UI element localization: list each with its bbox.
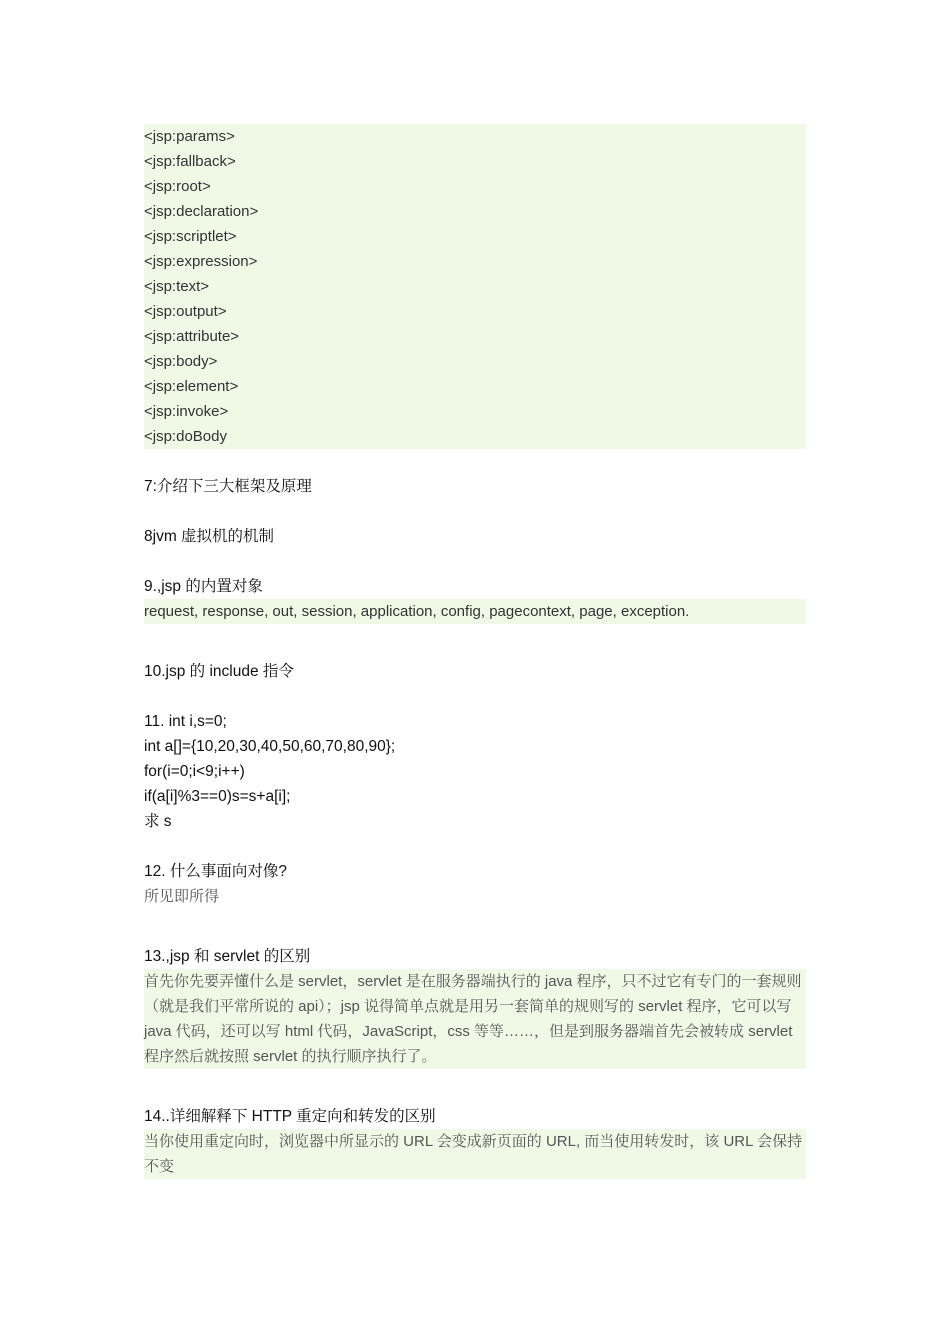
question-12-title: 12. 什么事面向对像? [144,863,287,880]
question-7-title: 7:介绍下三大框架及原理 [144,478,312,495]
question-10-title: 10.jsp 的 include 指令 [144,663,294,680]
jsp-tag-line: <jsp:doBody [144,428,227,445]
jsp-tag-line: <jsp:body> [144,353,218,370]
jsp-tag-line: <jsp:output> [144,303,227,320]
question-11-line: int a[]={10,20,30,40,50,60,70,80,90}; [144,738,396,755]
question-12-answer: 所见即所得 [144,888,220,905]
question-8-title: 8jvm 虚拟机的机制 [144,528,275,545]
document-content [144,124,806,1179]
question-11-line: 11. int i,s=0; [144,713,227,730]
question-11-line: if(a[i]%3==0)s=s+a[i]; [144,788,291,805]
jsp-tag-line: <jsp:declaration> [144,203,259,220]
jsp-tag-line: <jsp:root> [144,178,211,195]
jsp-tag-line: <jsp:attribute> [144,328,240,345]
jsp-tags-block [144,124,806,449]
question-11-line: for(i=0;i<9;i++) [144,763,245,780]
jsp-tag-line: <jsp:fallback> [144,153,236,170]
question-11-line: 求 s [144,813,172,830]
question-13-answer: 首先你先要弄懂什么是 servlet，servlet 是在服务器端执行的 java 程序，只不过它有专门的一套规则（就是我们平常所说的 api）；jsp 说得简单点就是用另一套简单的规则写的 servlet 程序，它可以写 java 代码，还可以写 html 代码，JavaScript，css 等等……，但是到服务器端首先会被转成 servlet 程序然后就按照 servlet 的执行顺序执行了。 [144,969,806,1069]
jsp-tag-line: <jsp:invoke> [144,403,229,420]
question-11-block [144,709,806,834]
jsp-tag-line: <jsp:text> [144,278,210,295]
question-14-title: 14..详细解释下 HTTP 重定向和转发的区别 [144,1108,436,1125]
question-9-answer: request, response, out, session, application, config, pagecontext, page, exception. [144,599,806,624]
question-14-answer: 当你使用重定向时，浏览器中所显示的 URL 会变成新页面的 URL, 而当使用转发时，该 URL 会保持不变 [144,1129,806,1179]
jsp-tag-line: <jsp:scriptlet> [144,228,237,245]
jsp-tag-line: <jsp:expression> [144,253,258,270]
question-13-title: 13.,jsp 和 servlet 的区别 [144,948,311,965]
jsp-tag-line: <jsp:params> [144,128,235,145]
jsp-tag-line: <jsp:element> [144,378,239,395]
question-9-title: 9.,jsp 的内置对象 [144,578,263,595]
